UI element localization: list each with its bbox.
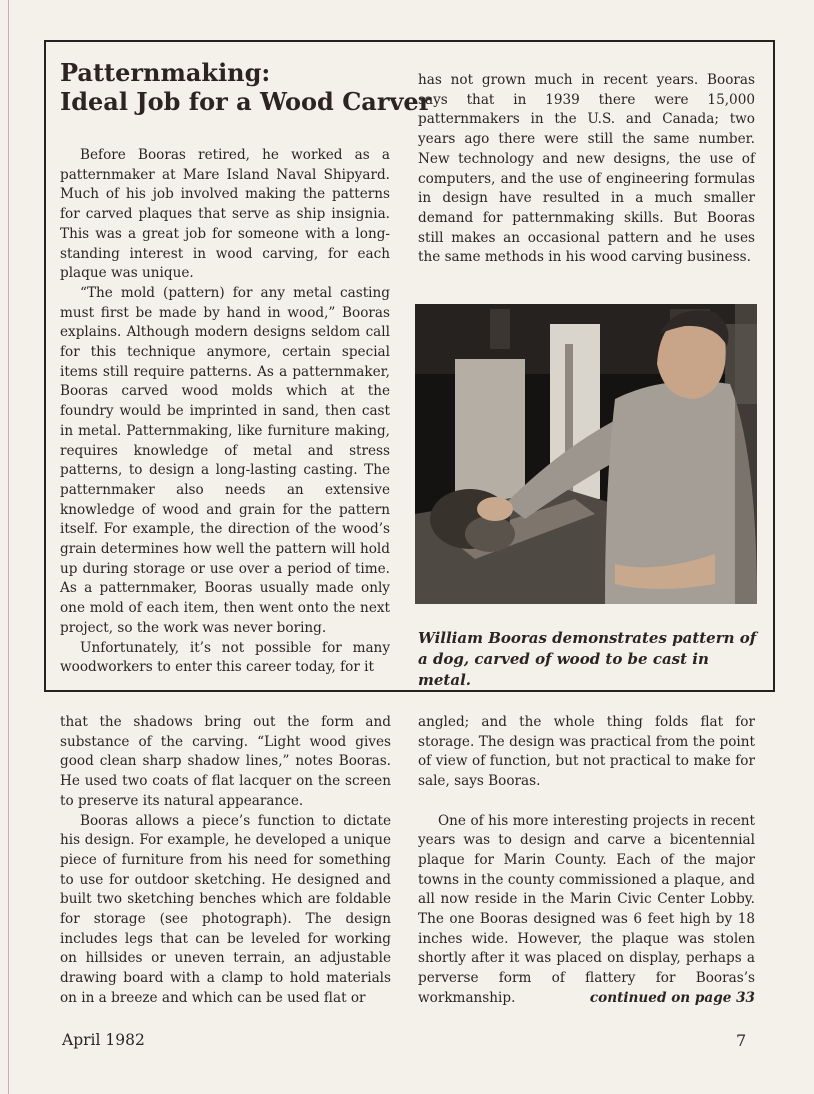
bottom-right-column [418, 713, 755, 1009]
photo-illustration [415, 304, 757, 604]
paragraph-text: One of his more interesting projects in recent years was to design and carve a bicentennial plaque for Marin County. Each of the major towns in the county commissioned a plaque, and all now reside in the Marin Civic Center Lobby. The one Booras designed was 6 feet high by 18 inches wide. However, the plaque was stolen shortly after it was placed on display, perhaps a perverse form of flattery for Booras’s workmanship. [418, 812, 755, 1006]
photo-caption: William Booras demonstrates pattern of a dog, carved of wood to be cast in metal. [418, 629, 757, 689]
title-line-2: Ideal Job for a Wood Carver [60, 87, 432, 116]
paragraph: Before Booras retired, he worked as a patternmaker at Mare Island Naval Shipyard. Much of his job involved making the patterns for carved plaques that serve as ship insignia. This was a great job for someone with a long-standing interest in wood carving, for each plaque was unique. [60, 147, 390, 282]
issue-date: April 1982 [62, 1031, 145, 1049]
paragraph: angled; and the whole thing folds flat for storage. The design was practical from the point of view of function, but not practical to make for sale, says Booras. [418, 714, 755, 790]
article-title [60, 58, 432, 116]
paragraph: “The mold (pattern) for any metal casting must first be made by hand in wood,” Booras explains. Although modern designs seldom call for this technique anymore, certain special items still require patterns. As a patternmaker, Booras carved wood molds which at the foundry would be imprinted in sand, then cast in metal. Patternmaking, like furniture making, requires knowledge of metal and stress patterns, to design a long-lasting casting. The patternmaker also needs an extensive knowledge of wood and grain for the pattern itself. For example, the direction of the wood’s grain determines how well the pattern will hold up during storage or use over a period of time. As a patternmaker, Booras usually made only one mold of each item, then went onto the next project, so the work was never boring. [60, 284, 390, 636]
paragraph [418, 812, 755, 1009]
paragraph: Unfortunately, it’s not possible for many woodworkers to enter this career today, for it [60, 639, 390, 676]
paragraph: Booras allows a piece’s function to dictate his design. For example, he developed a unique piece of furniture from his need for something to use for outdoor sketching. He designed and built two sketching benches which are foldable for storage (see photograph). The design includes legs that can be leveled for working on hillsides or uneven terrain, an adjustable drawing board with a clamp to hold materials on in a breeze and which can be used flat or [60, 812, 391, 1006]
box-right-column [418, 71, 755, 268]
page-number: 7 [736, 1031, 747, 1050]
bottom-left-column [60, 713, 391, 1009]
margin-rule [8, 0, 9, 1094]
continued-note: continued on page 33 [589, 989, 755, 1006]
paragraph: has not grown much in recent years. Booras says that in 1939 there were 15,000 patternmakers in the U.S. and Canada; two years ago there were still the same number. New technology and new designs, the use of computers, and the use of engineering formulas in design have resulted in a much smaller demand for patternmaking skills. But Booras still makes an occasional pattern and he uses the same methods in his wood carving business. [418, 72, 755, 266]
box-left-column [60, 146, 390, 678]
paragraph: that the shadows bring out the form and substance of the carving. “Light wood gives good clean sharp shadow lines,” notes Booras. He used two coats of flat lacquer on the screen to preserve its natural appearance. [60, 714, 391, 809]
photo-woodworker [415, 304, 757, 604]
title-line-1: Patternmaking: [60, 58, 271, 87]
